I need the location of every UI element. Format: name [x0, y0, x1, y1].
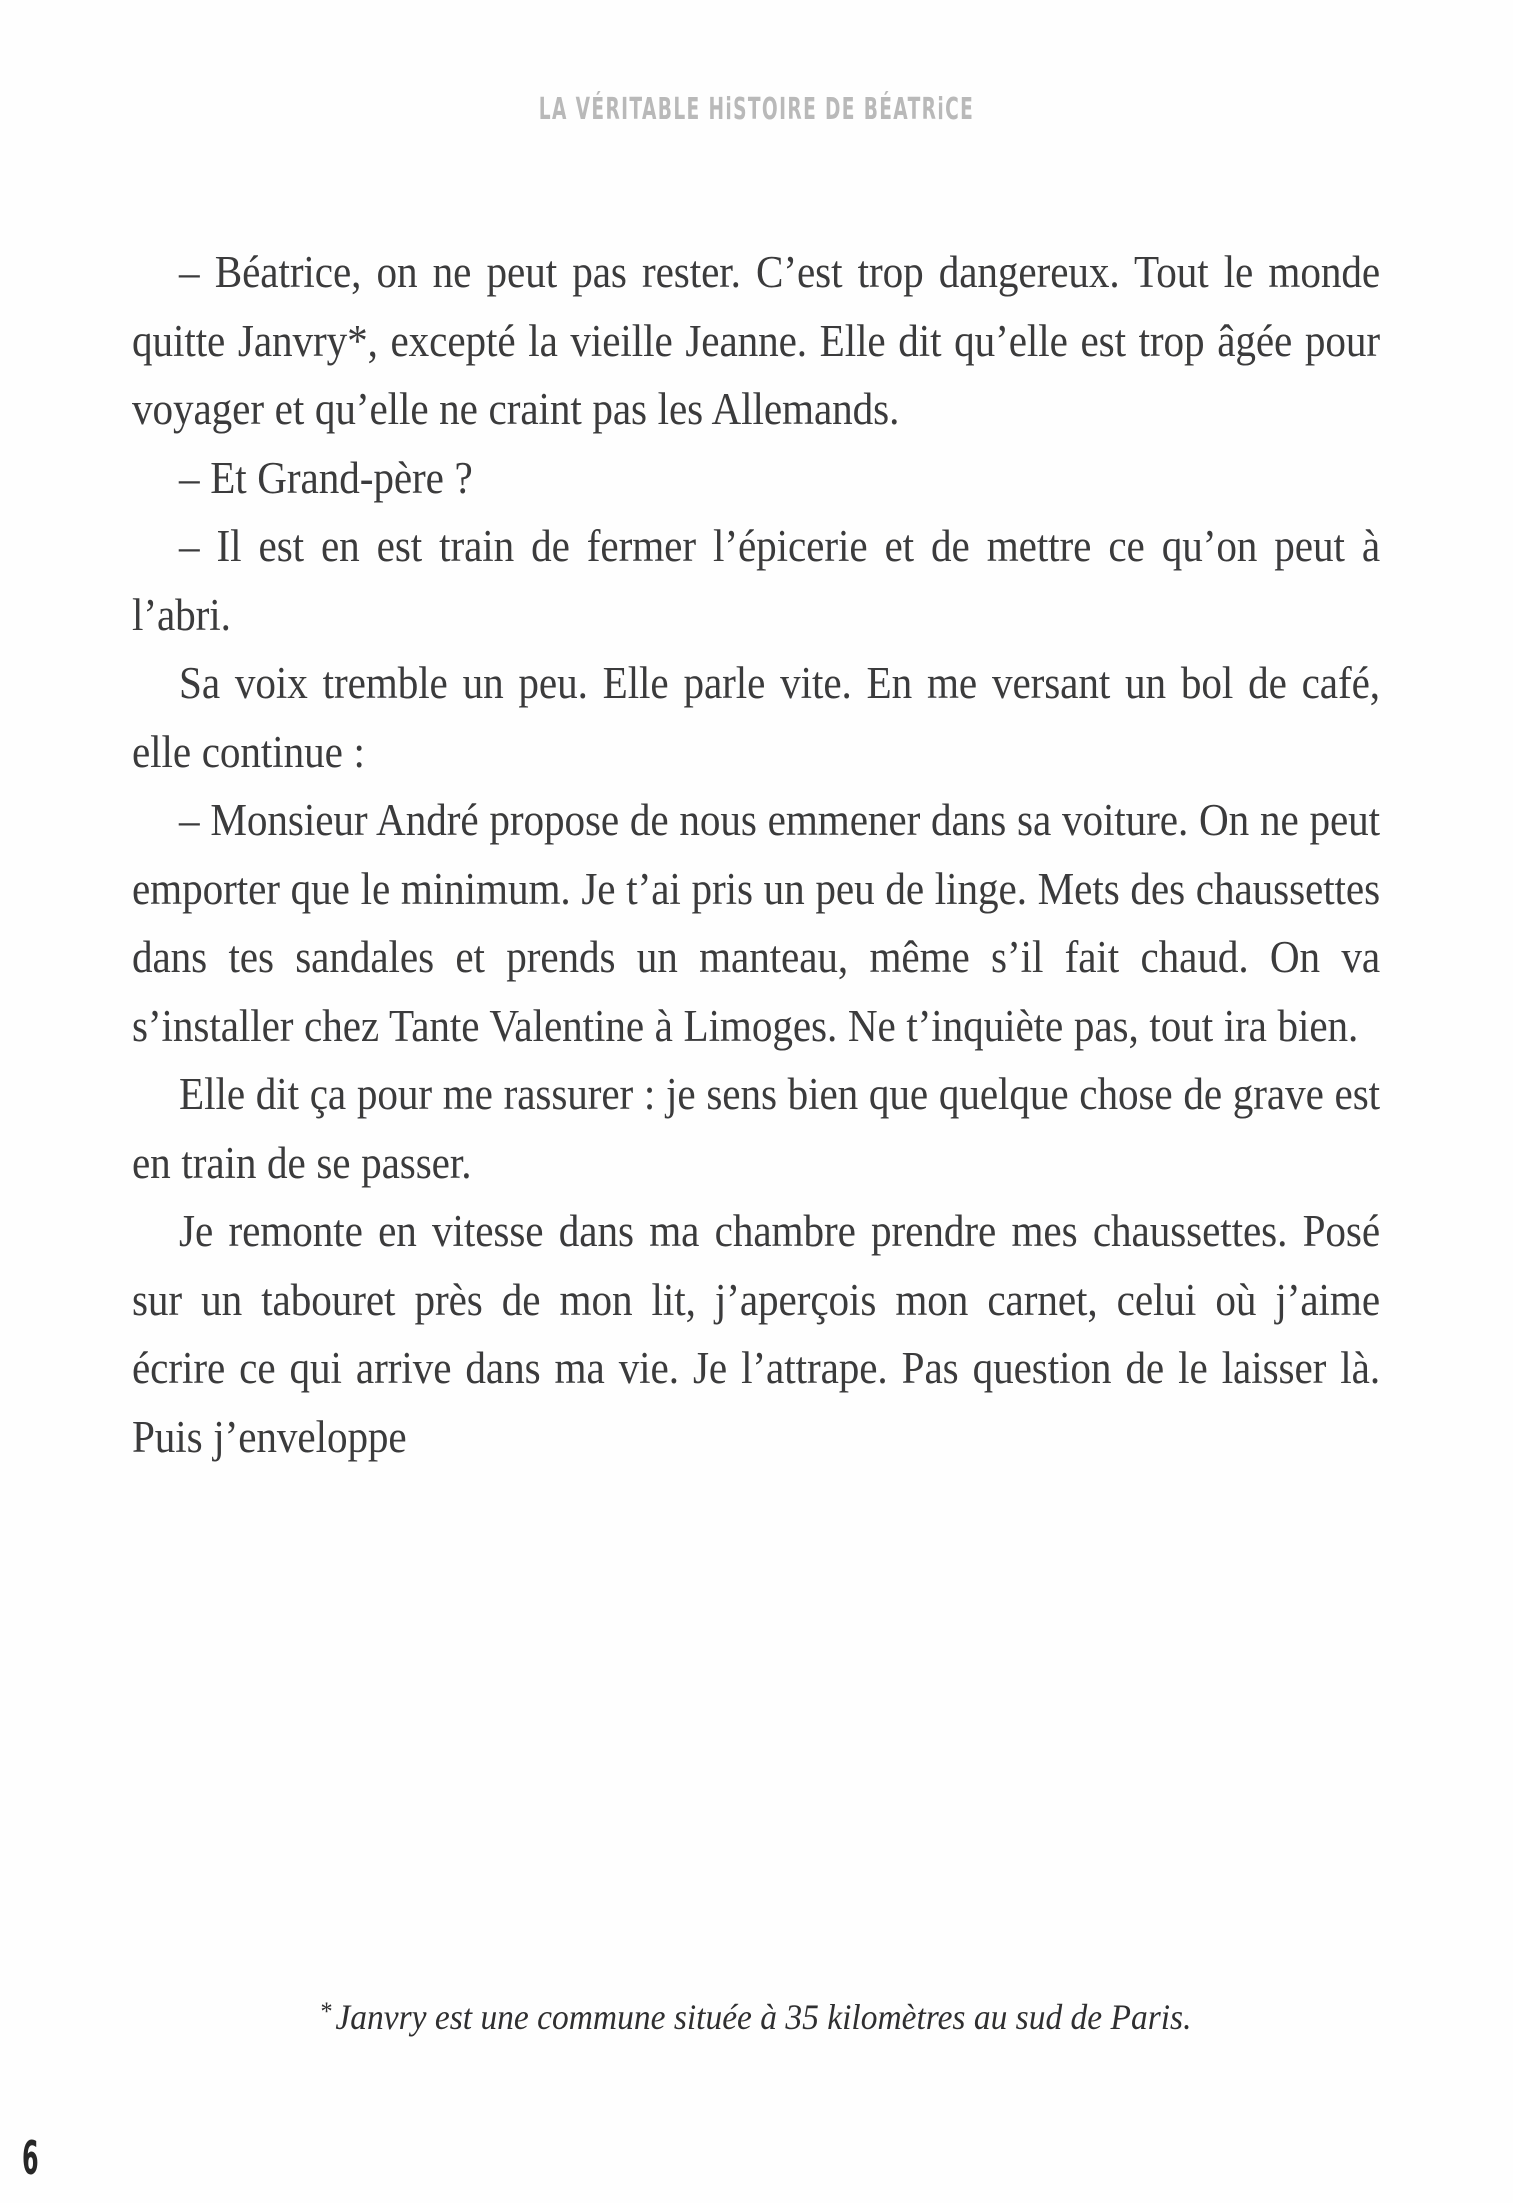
- footnote-line: [176, 1988, 1337, 2041]
- paragraph: – Monsieur André propose de nous emmener dans sa voiture. On ne peut emporter que le minimum. Je t’ai pris un peu de linge. Mets des chaussettes dans tes sandales et prends un manteau, même s’il fait chaud. On va s’installer chez Tante Valentine à Limoges. Ne t’inquiète pas, tout ira bien.: [132, 794, 1381, 1051]
- paragraph: Elle dit ça pour me rassurer : je sens bien que quelque chose de grave est en train de se passer.: [132, 1068, 1381, 1188]
- body-text-block: [132, 238, 1380, 1471]
- paragraph: – Il est en est train de fermer l’épicerie et de mettre ce qu’on peut à l’abri.: [132, 520, 1381, 640]
- paragraph: Sa voix tremble un peu. Elle parle vite. En me versant un bol de café, elle continue :: [132, 657, 1381, 777]
- footnote-text: Janvry est une commune située à 35 kilomètres au sud de Paris.: [335, 1997, 1192, 2037]
- running-header: LA VÉRITABLE HiSTOIRE DE BÉATRiCE: [538, 92, 975, 127]
- paragraph: – Et Grand-père ?: [179, 451, 473, 503]
- footnote-block: [132, 1988, 1380, 2041]
- page-number: 6: [22, 2131, 39, 2185]
- paragraph: Je remonte en vitesse dans ma chambre prendre mes chaussettes. Posé sur un tabouret près de mon lit, j’aperçois mon carnet, celui où j’aime écrire ce qui arrive dans ma vie. Je l’attrape. Pas question de le laisser là. Puis j’enveloppe: [132, 1205, 1381, 1462]
- footnote-marker: *: [320, 1997, 333, 2026]
- paragraph: – Béatrice, on ne peut pas rester. C’est trop dangereux. Tout le monde quitte Janvry*, excepté la vieille Jeanne. Elle dit qu’elle est trop âgée pour voyager et qu’elle ne craint pas les Allemands.: [132, 246, 1381, 434]
